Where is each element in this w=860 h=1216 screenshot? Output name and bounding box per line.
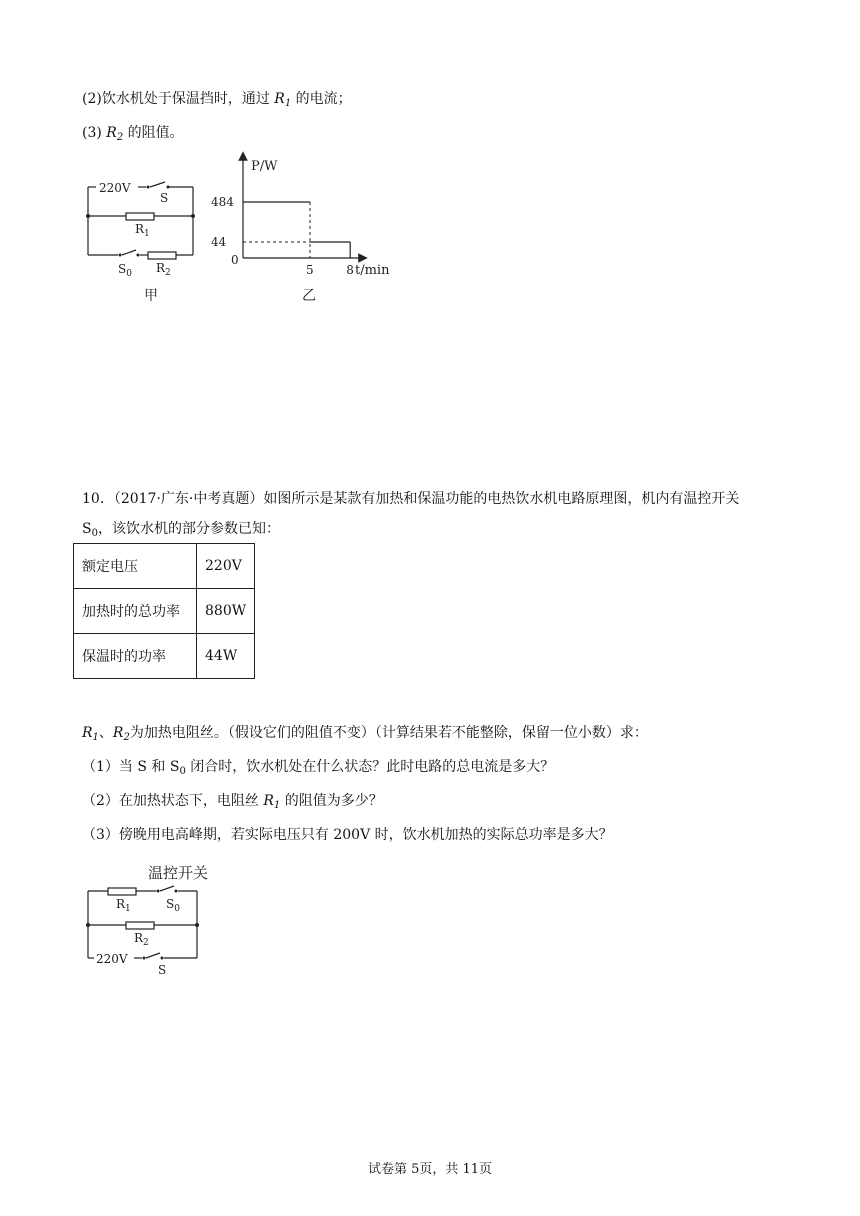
- q10-description: $R_1$、$R_2$为加热电阻丝。（假设它们的阻值不变）（计算结果若不能整除，保留一位小数）求：: [82, 725, 648, 743]
- x-tick-label: 5: [306, 263, 314, 277]
- q10-r1-label: $R_1$: [116, 897, 131, 914]
- q10-intro-line2: $S_0$，该饮水机的部分参数已知：: [82, 521, 280, 539]
- table-cell: 加热时的总功率: [74, 589, 197, 634]
- circuit-diagram-q10: [80, 858, 220, 978]
- q10-r2-label: $R_2$: [134, 931, 149, 948]
- table-cell: 额定电压: [74, 544, 197, 589]
- table-row: [74, 544, 255, 589]
- q9-part2: (2)饮水机处于保温挡时，通过 $R_1$ 的电流；: [82, 91, 352, 109]
- table-cell: 220V: [197, 544, 255, 589]
- table-row: [74, 634, 255, 679]
- q10-sub1: （1）当 S 和 $S_0$ 闭合时，饮水机处在什么状态？此时电路的总电流是多大？: [82, 759, 555, 777]
- table-cell: 44W: [197, 634, 255, 679]
- circuit-diagram-jia: [80, 175, 205, 305]
- q10-voltage-label: 220V: [96, 952, 128, 966]
- jia-caption: 甲: [144, 288, 158, 304]
- table-row: [74, 589, 255, 634]
- parameter-table: [73, 543, 255, 679]
- jia-s0-label: $S_0$: [118, 262, 132, 279]
- power-time-graph-yi: [205, 150, 410, 308]
- page-footer: 试卷第 5页，共 11页: [367, 1162, 493, 1177]
- yi-caption: 乙: [302, 288, 316, 304]
- jia-r1-label: $R_1$: [135, 222, 150, 239]
- x-tick-label: 8: [346, 263, 354, 277]
- q10-circuit-title: 温控开关: [148, 864, 209, 882]
- origin-label: 0: [231, 253, 239, 267]
- table-cell: 保温时的功率: [74, 634, 197, 679]
- y-axis-label: P/W: [251, 159, 278, 174]
- jia-switch-s-label: S: [160, 191, 169, 205]
- x-axis-label: t/min: [355, 263, 390, 278]
- q10-s0-label: $S_0$: [166, 897, 180, 914]
- q10-sub2: （2）在加热状态下，电阻丝 $R_1$ 的阻值为多少？: [82, 793, 383, 811]
- q9-part3: (3) $R_2$ 的阻值。: [82, 125, 184, 143]
- y-tick-label: 44: [211, 235, 227, 249]
- q10-intro-line1: 10．（2017·广东·中考真题）如图所示是某款有加热和保温功能的电热饮水机电路原理图，机内有温控开关: [82, 491, 740, 507]
- jia-voltage-label: 220V: [99, 181, 131, 195]
- q10-switch-s-label: S: [158, 963, 167, 977]
- table-cell: 880W: [197, 589, 255, 634]
- q10-sub3: （3）傍晚用电高峰期，若实际电压只有 200V 时，饮水机加热的实际总功率是多大？: [82, 827, 613, 843]
- jia-r2-label: $R_2$: [156, 261, 171, 278]
- y-tick-label: 484: [211, 195, 234, 209]
